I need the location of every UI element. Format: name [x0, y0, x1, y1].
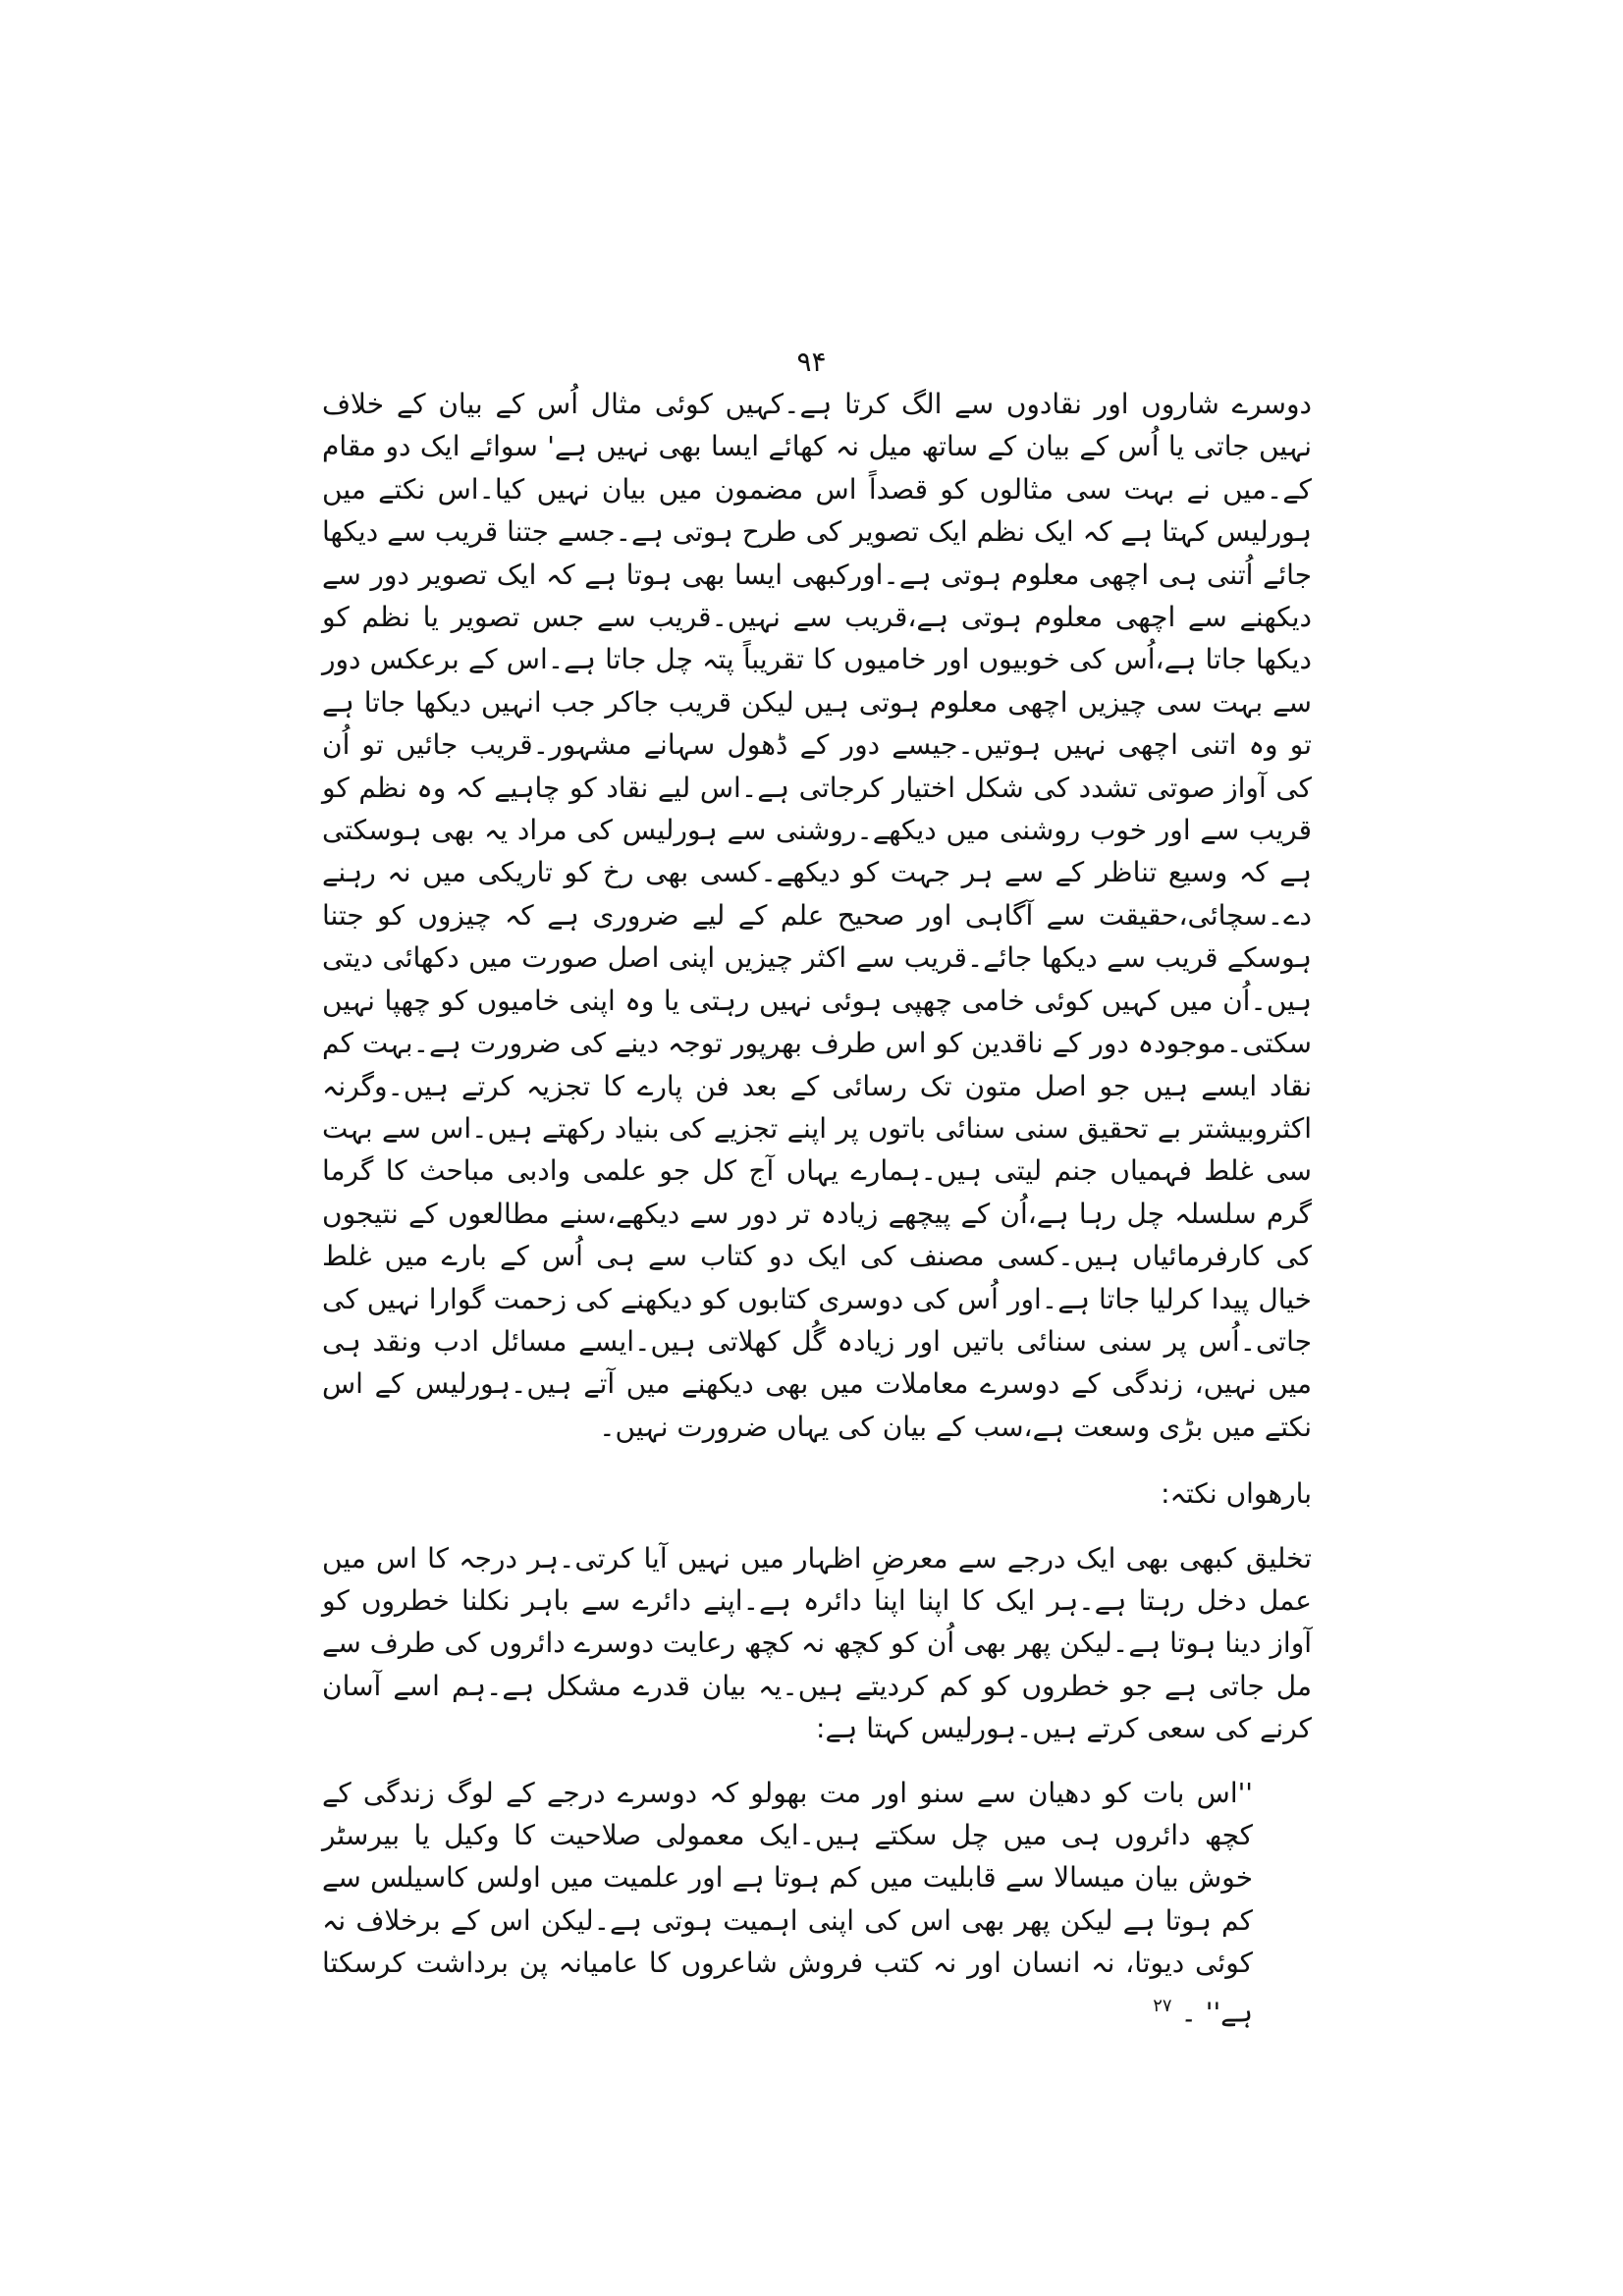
quote-text: ''اس بات کو دھیان سے سنو اور مت بھولو کہ دوسرے درجے کے لوگ زندگی کے کچھ دائروں ہی میں چل سکتے ہیں۔ایک معمولی صلاحیت کا وکیل یا بیرسٹر خوش بیان میسالا سے قابلیت میں کم ہوتا ہے اور علمیت میں اولس کاسیلس سے کم ہوتا ہے لیکن پھر بھی اس کی اپنی اہمیت ہوتی ہے۔لیکن اس کے برخلاف نہ کوئی دیوتا، نہ انسان اور نہ کتب فروش شاعروں کا عامیانہ پن برداشت کرسکتا ہے'' ۔: [322, 1776, 1253, 2028]
main-text: [322, 383, 1312, 2033]
block-quote: [322, 1772, 1253, 2034]
section-heading: بارھواں نکتہ:: [1161, 1477, 1312, 1511]
paragraph-1: دوسرے شاروں اور نقادوں سے الگ کرتا ہے۔کہیں کوئی مثال اُس کے بیان کے خلاف نہیں جاتی یا اُس کے بیان کے ساتھ میل نہ کھائے ایسا بھی نہیں ہے' سوائے ایک دو مقام کے۔میں نے بہت سی مثالوں کو قصداً اس مضمون میں بیان نہیں کیا۔اس نکتے میں ہورلیس کہتا ہے کہ ایک نظم ایک تصویر کی طرح ہوتی ہے۔جسے جتنا قریب سے دیکھا جائے اُتنی ہی اچھی معلوم ہوتی ہے۔اورکبھی ایسا بھی ہوتا ہے کہ ایک تصویر دور سے دیکھنے سے اچھی معلوم ہوتی ہے،قریب سے نہیں۔قریب سے جس تصویر یا نظم کو دیکھا جاتا ہے،اُس کی خوبیوں اور خامیوں کا تقریباً پتہ چل جاتا ہے۔اس کے برعکس دور سے بہت سی چیزیں اچھی معلوم ہوتی ہیں لیکن قریب جاکر جب انہیں دیکھا جاتا ہے تو وہ اتنی اچھی نہیں ہوتیں۔جیسے دور کے ڈھول سہانے مشہور۔قریب جائیں تو اُن کی آواز صوتی تشدد کی شکل اختیار کرجاتی ہے۔اس لیے نقاد کو چاہیے کہ وہ نظم کو قریب سے اور خوب روشنی میں دیکھے۔روشنی سے ہورلیس کی مراد یہ بھی ہوسکتی ہے کہ وسیع تناظر کے سے ہر جہت کو دیکھے۔کسی بھی رخ کو تاریکی میں نہ رہنے دے۔سچائی،حقیقت سے آگاہی اور صحیح علم کے لیے ضروری ہے کہ چیزوں کو جتنا ہوسکے قریب سے دیکھا جائے۔قریب سے اکثر چیزیں اپنی اصل صورت میں دکھائی دیتی ہیں۔اُن میں کہیں کوئی خامی چھپی ہوئی نہیں رہتی یا وہ اپنی خامیوں کو چھپا نہیں سکتی۔موجودہ دور کے ناقدین کو اس طرف بھرپور توجہ دینے کی ضرورت ہے۔بہت کم نقاد ایسے ہیں جو اصل متون تک رسائی کے بعد فن پارے کا تجزیہ کرتے ہیں۔وگرنہ اکثروبیشتر بے تحقیق سنی سنائی باتوں پر اپنے تجزیے کی بنیاد رکھتے ہیں۔اس سے بہت سی غلط فہمیاں جنم لیتی ہیں۔ہمارے یہاں آج کل جو علمی وادبی مباحث کا گرما گرم سلسلہ چل رہا ہے،اُن کے پیچھے زیادہ تر دور سے دیکھے،سنے مطالعوں کے نتیجوں کی کارفرمائیاں ہیں۔کسی مصنف کی ایک دو کتاب سے ہی اُس کے بارے میں غلط خیال پیدا کرلیا جاتا ہے۔اور اُس کی دوسری کتابوں کو دیکھنے کی زحمت گوارا نہیں کی جاتی۔اُس پر سنی سنائی باتیں اور زیادہ گُل کھلاتی ہیں۔ایسے مسائل ادب ونقد ہی میں نہیں، زندگی کے دوسرے معاملات میں بھی دیکھنے میں آتے ہیں۔ہورلیس کے اس نکتے میں بڑی وسعت ہے،سب کے بیان کی یہاں ضرورت نہیں۔: [322, 388, 1313, 1443]
footnote-mark: ۲۷: [1153, 1995, 1172, 2016]
paragraph-2: تخلیق کبھی بھی ایک درجے سے معرضِ اظہار میں نہیں آیا کرتی۔ہر درجہ کا اس میں عمل دخل رہتا ہے۔ہر ایک کا اپنا اپنا دائرہ ہے۔اپنے دائرے سے باہر نکلنا خطروں کو آواز دینا ہوتا ہے۔لیکن پھر بھی اُن کو کچھ نہ کچھ رعایت دوسرے دائروں کی طرف سے مل جاتی ہے جو خطروں کو کم کردیتے ہیں۔یہ بیان قدرے مشکل ہے۔ہم اسے آسان کرنے کی سعی کرتے ہیں۔ہورلیس کہتا ہے:: [322, 1541, 1312, 1745]
page-number: ۹۴: [796, 346, 827, 378]
